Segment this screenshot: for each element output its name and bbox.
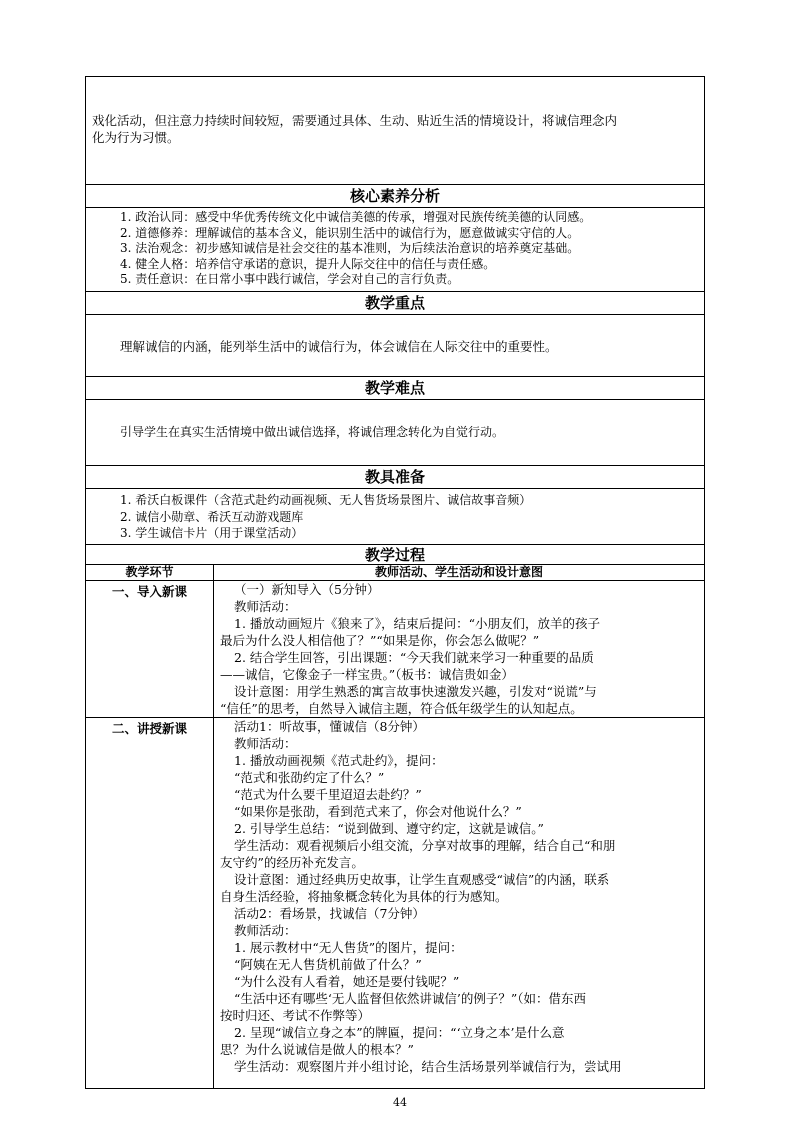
- process-line: 活动1：听故事，懂诚信（8分钟）: [234, 719, 425, 734]
- process-title: 教学过程: [364, 546, 425, 564]
- focus-header-row: [85, 291, 705, 314]
- process-line: “信任”的思考，自然导入诚信主题，符合低年级学生的认知起点。: [220, 701, 583, 716]
- process-line: 最后为什么没人相信他了？”“如果是你，你会怎么做呢？”: [220, 633, 540, 648]
- tools-header-row: [85, 465, 705, 488]
- core-item: 5. 责任意识：在日常小事中践行诚信，学会对自己的言行负责。: [120, 272, 460, 286]
- process-line: 教师活动：: [234, 923, 297, 938]
- process-line: 学生活动：观察图片并小组讨论，结合生活场景列举诚信行为，尝试用: [234, 1059, 622, 1074]
- process-section-row: [85, 580, 705, 717]
- process-line: 思？为什么说诚信是做人的根本？”: [220, 1042, 414, 1057]
- core-item: 1. 政治认同：感受中华优秀传统文化中诚信美德的传承，增强对民族传统美德的认同感。: [120, 210, 592, 224]
- process-line: “范式和张劭约定了什么？”: [234, 770, 385, 785]
- process-line: （一）新知导入（5分钟）: [234, 582, 380, 597]
- difficulty-text: 引导学生在真实生活情境中做出诚信选择，将诚信理念转化为自觉行动。: [120, 425, 505, 439]
- col-header-stage: 教学环节: [86, 565, 214, 580]
- process-line: 按时归还、考试不作弊等）: [220, 1008, 371, 1023]
- core-item: 3. 法治观念：初步感知诚信是社会交往的基本准则，为后续法治意识的培养奠定基础。: [120, 241, 580, 255]
- process-line: “阿姨在无人售货机前做了什么？”: [234, 957, 422, 972]
- process-line: 1. 播放动画视频《范式赴约》，提问：: [234, 753, 444, 768]
- process-line: 自身生活经验，将抽象概念转化为具体的行为感知。: [220, 889, 508, 904]
- core-item: 4. 健全人格：培养信守承诺的意识，提升人际交往中的信任与责任感。: [120, 256, 496, 271]
- difficulty-body-row: [85, 399, 705, 465]
- process-line: 教师活动：: [234, 736, 297, 751]
- process-section-row: [85, 717, 705, 1089]
- core-title: 核心素养分析: [349, 187, 440, 205]
- focus-text: 理解诚信的内涵，能列举生活中的诚信行为，体会诚信在人际交往中的重要性。: [120, 339, 558, 354]
- core-header-row: [85, 184, 705, 207]
- process-line: 2. 引导学生总结：“说到做到、遵守约定，这就是诚信。”: [234, 821, 544, 836]
- core-list-row: [85, 207, 705, 291]
- process-line: “范式为什么要千里迢迢去赴约？”: [234, 787, 422, 802]
- focus-title: 教学重点: [364, 294, 425, 312]
- focus-body-row: [85, 314, 705, 376]
- tools-item: 1. 希沃白板课件（含范式赴约动画视频、无人售货场景图片、诚信故事音频）: [120, 493, 532, 507]
- tools-title: 教具准备: [364, 468, 425, 486]
- process-header-row: [85, 544, 705, 564]
- difficulty-title: 教学难点: [364, 379, 425, 397]
- process-line: 1. 展示教材中“无人售货”的图片，提问：: [234, 940, 463, 955]
- tools-item: 2. 诚信小勋章、希沃互动游戏题库: [120, 509, 304, 524]
- process-line: 1. 播放动画短片《狼来了》，结束后提问：“小朋友们，放羊的孩子: [234, 616, 601, 631]
- difficulty-header-row: [85, 376, 705, 399]
- core-item: 2. 道德修养：理解诚信的基本含义，能识别生活中的诚信行为，愿意做诚实守信的人。: [120, 225, 580, 240]
- intro-line: 戏化活动，但注意力持续时间较短，需要通过具体、生动、贴近生活的情境设计，将诚信理念内: [92, 113, 618, 128]
- process-line: ——诚信，它像金子一样宝贵。”（板书：诚信贵如金）: [220, 667, 514, 682]
- tools-item: 3. 学生诚信卡片（用于课堂活动）: [120, 526, 304, 540]
- process-line: 教师活动：: [234, 599, 297, 614]
- intro-line: 化为行为习惯。: [92, 130, 180, 145]
- process-line: “生活中还有哪些‘无人监督但依然讲诚信’的例子？”（如：借东西: [234, 991, 586, 1006]
- process-line: “为什么没有人看着，她还是要付钱呢？”: [234, 974, 460, 989]
- process-line: 设计意图：用学生熟悉的寓言故事快速激发兴趣，引发对“说谎”与: [234, 684, 597, 699]
- process-line: 设计意图：通过经典历史故事，让学生直观感受“诚信”的内涵，联系: [234, 872, 610, 887]
- col-header-activity: 教师活动、学生活动和设计意图: [374, 565, 543, 579]
- process-line: 2. 结合学生回答，引出课题：“今天我们就来学习一种重要的品质: [234, 650, 594, 665]
- process-col-header-row: [85, 564, 705, 580]
- intro-row: [85, 76, 705, 184]
- process-line: 学生活动：观看视频后小组交流，分享对故事的理解，结合自己“和朋: [234, 838, 616, 853]
- tools-list-row: [85, 488, 705, 544]
- section-label: 一、导入新课: [111, 584, 187, 599]
- process-line: “如果你是张劭，看到范式来了，你会对他说什么？”: [234, 804, 522, 819]
- page-number: 44: [393, 1096, 407, 1109]
- process-line: 2. 呈现“诚信立身之本”的牌匾，提问：“‘立身之本’是什么意: [234, 1025, 565, 1040]
- process-line: 友守约”的经历补充发言。: [220, 855, 364, 870]
- section-label: 二、讲授新课: [111, 721, 187, 736]
- process-line: 活动2：看场景，找诚信（7分钟）: [234, 906, 425, 921]
